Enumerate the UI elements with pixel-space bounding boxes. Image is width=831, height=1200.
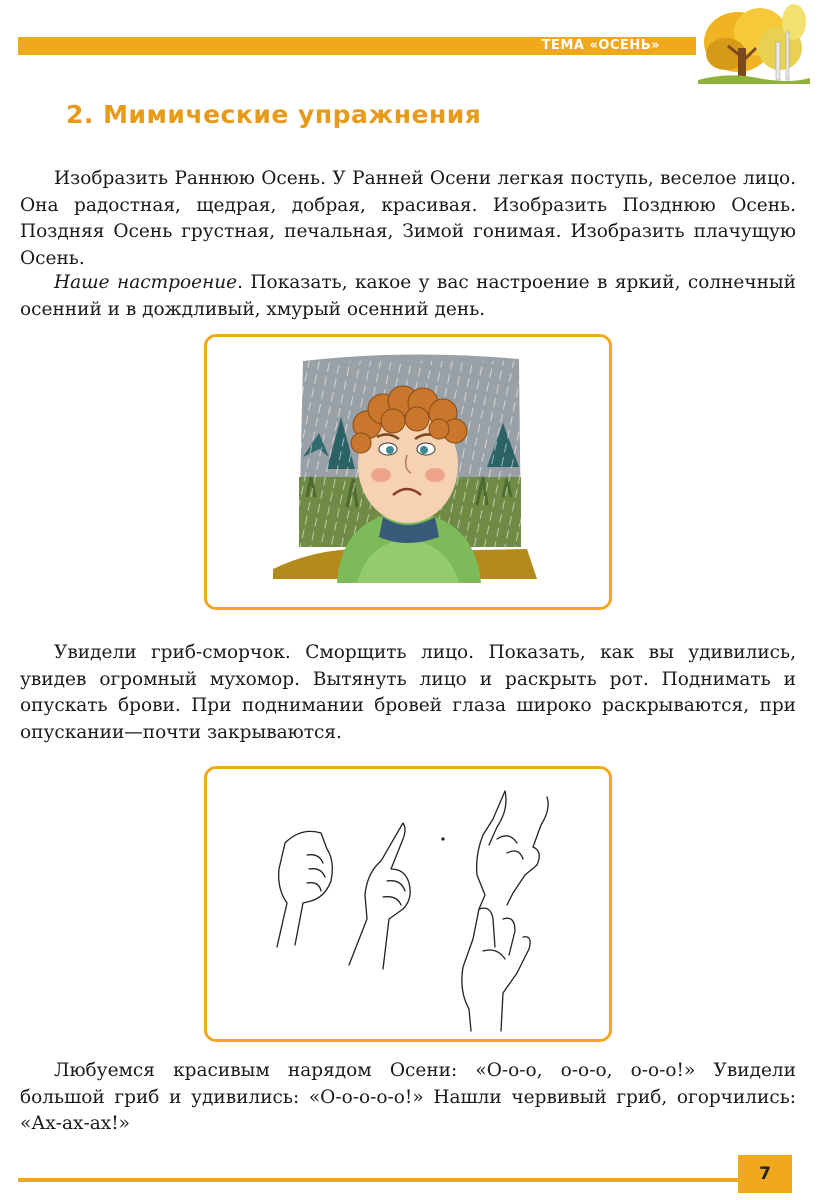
section-title: 2. Мимические упражнения: [66, 100, 482, 129]
paragraph-text: Изобразить Раннюю Осень. У Ранней Осени легкая поступь, веселое лицо. Она радостная, щедрая, добрая, красивая. Изобразить Позднюю Осень. Поздняя Осень грустная, печальная, Зимой гонимая. Изобразить плачущую Осень.: [20, 168, 796, 269]
pointing-hand-icon: [349, 823, 410, 969]
illustration-frame-rain: [204, 334, 612, 610]
sad-boy-in-rain-illustration: [207, 337, 609, 607]
paragraph-text: Любуемся красивым нарядом Осени: «О-о-о, о-о-о, о-о-о!» Увидели большой гриб и удивились: «О-о-о-о-о!» Нашли червивый гриб, огорчились: «Ах-ах-ах!»: [20, 1060, 796, 1134]
paragraph-early-autumn: [20, 166, 796, 272]
paragraph-autumn-outfit: [20, 1058, 796, 1138]
two-finger-hand-icon: [477, 791, 549, 909]
topic-label: ТЕМА «ОСЕНЬ»: [541, 38, 660, 53]
paragraph-italic-lead: Наше настроение: [54, 272, 238, 293]
fist-hand-icon: [277, 831, 332, 947]
hand-gestures-illustration: [207, 769, 609, 1039]
illustration-frame-hands: [204, 766, 612, 1042]
paragraph-mood: [20, 270, 796, 323]
page-number: 7: [738, 1155, 792, 1193]
header-bar: [18, 37, 696, 55]
paragraph-text: . Показать, какое у вас настроение в яркий, солнечный осенний и в дождливый, хмурый осенний день.: [20, 272, 796, 320]
open-hand-icon: [462, 908, 530, 1031]
paragraph-mushroom-faces: [20, 640, 796, 746]
footer-line: [18, 1178, 738, 1182]
paragraph-text: Увидели гриб-сморчок. Сморщить лицо. Показать, как вы удивились, увидев огромный мухомор. Вытянуть лицо и раскрыть рот. Поднимать и опускать брови. При поднимании бровей глаза широко раскрываются, при опускании—почти закрываются.: [20, 642, 796, 743]
autumn-tree-icon: [698, 2, 810, 84]
